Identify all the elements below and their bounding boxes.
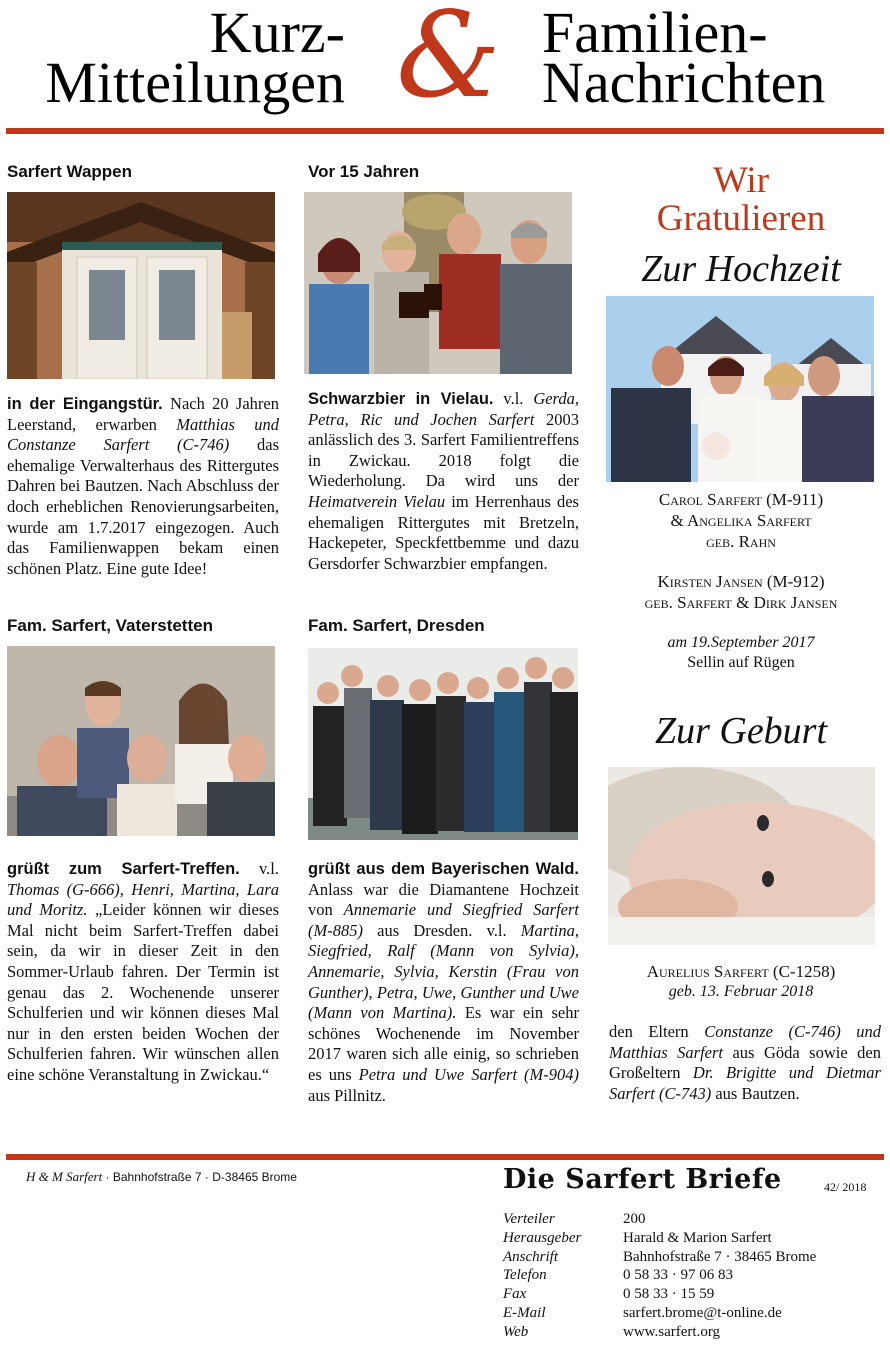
photo-family-vaterstetten xyxy=(7,646,275,836)
italic-names: Martina, Siegfried, Ralf (Mann von Sylvia), Annemarie, Sylvia, Kerstin (Frau von Gunther), Petra, Uwe, Gunther und Uwe (Mann von Martina). xyxy=(308,920,579,1023)
italic-names: Dr. Brigitte und Dietmar Sarfert (C-743) xyxy=(609,1063,881,1103)
imprint-row xyxy=(503,1285,883,1304)
top-rule xyxy=(6,128,884,134)
heading-sarfert-wappen: Sarfert Wappen xyxy=(7,162,133,181)
imprint-value: 200 xyxy=(623,1211,646,1227)
wedding-date: am 19.September 2017 xyxy=(667,634,815,651)
text-run: aus Dresden. v.l. xyxy=(362,920,521,940)
text-baby-parents xyxy=(609,1022,881,1104)
italic-names: Matthias und Constanze Sarfert (C-746) xyxy=(7,414,279,455)
text-run: v.l. xyxy=(239,859,280,878)
imprint-key: Anschrift xyxy=(503,1248,558,1265)
heading-vor-15-jahren: Vor 15 Jahren xyxy=(308,162,420,181)
italic-names: Heimatverein Vielau xyxy=(308,491,446,511)
name-angelika: & Angelika Sarfert xyxy=(670,511,812,530)
italic-names: Annemarie und Siegfried Sarfert (M-885) xyxy=(308,900,579,940)
wir-label: Wir xyxy=(712,160,770,201)
text-run: v.l. xyxy=(493,389,534,408)
name-dirk: geb. Sarfert & Dirk Jansen xyxy=(644,593,838,612)
photo-wedding xyxy=(606,296,874,482)
text-schwarzbier xyxy=(308,389,579,574)
imprint-value: 0 58 33 · 15 59 xyxy=(623,1286,715,1303)
italic-names: Constanze (C-746) und Matthias Sarfert xyxy=(609,1022,882,1062)
imprint-key: Web xyxy=(503,1323,529,1340)
text-run: aus Bautzen. xyxy=(711,1083,800,1103)
footer-sender xyxy=(26,1169,297,1185)
text-run: Anlass war die Diamantene Hochzeit von xyxy=(308,879,579,920)
rich-text xyxy=(308,859,579,1105)
imprint-row xyxy=(503,1210,883,1229)
wedding-couple-2 xyxy=(598,571,884,613)
imprint-row xyxy=(503,1248,883,1267)
wir-gratulieren xyxy=(606,162,876,238)
imprint-key: Verteiler xyxy=(503,1211,555,1227)
baby-name: Aurelius Sarfert (C-1258) xyxy=(646,962,836,981)
text-run: Es war ein sehr schönes Wochenende im November 2017 waren sich alle einig, so schrieben es uns xyxy=(308,1003,579,1084)
imprint-row xyxy=(503,1229,883,1248)
footer-imprint xyxy=(503,1210,883,1342)
heading-zur-hochzeit: Zur Hochzeit xyxy=(641,248,841,290)
text-vaterstetten xyxy=(7,859,279,1086)
masthead-nachrichten: Nachrichten xyxy=(542,50,826,115)
text-run: im Herrenhaus des ehemaligen Rittergutes mit Bretzeln, Hackepeter, Speckfettbemme und dazu Gersdorfer Schwarzbier empfangen. xyxy=(308,491,579,573)
italic-names: Petra und Uwe Sarfert (M-904) xyxy=(358,1064,579,1084)
sender-name: H & M Sarfert xyxy=(26,1169,103,1184)
bold-lead: Schwarzbier in Vielau. xyxy=(308,390,494,408)
rich-text xyxy=(609,1022,881,1103)
imprint-value[interactable]: sarfert.brome@t-online.de xyxy=(623,1304,782,1321)
bold-lead: grüßt zum Sarfert-Treffen. xyxy=(7,860,240,878)
imprint-key: Fax xyxy=(503,1286,527,1303)
text-run: aus Pillnitz. xyxy=(308,1085,386,1105)
footer-brand: Die Sarfert Briefe xyxy=(503,1164,782,1195)
text-dresden xyxy=(308,859,579,1106)
heading-vaterstetten: Fam. Sarfert, Vaterstetten xyxy=(7,616,213,635)
masthead-familien: Familien- xyxy=(542,0,768,65)
text-run: das ehemalige Verwalterhaus des Rittergutes Dahren bei Bautzen. Nach Abschluss der doch erheblichen Renovierungsarbeiten, wurde am 1.7.2017 eingezogen. Auch das Familienwappen bekam einen schönen Platz. Eine gute Idee! xyxy=(7,435,279,578)
name-geb-rahn: geb. Rahn xyxy=(706,532,776,551)
wedding-date-place xyxy=(606,633,876,673)
gratulieren-label: Gratulieren xyxy=(656,198,826,239)
baby-birthdate: geb. 13. Februar 2018 xyxy=(668,983,814,1000)
heading-zur-geburt: Zur Geburt xyxy=(654,710,828,752)
heading-dresden: Fam. Sarfert, Dresden xyxy=(308,616,485,635)
ampersand: & xyxy=(396,0,502,124)
masthead-mitteilungen: Mitteilungen xyxy=(45,50,345,115)
imprint-key: Herausgeber xyxy=(503,1229,582,1246)
text-run: „Leider können wir dieses Mal nicht beim Sarfert-Treffen dabei sein, da wir in dieser Zeit in den Sommer-Urlaub fahren. Der Termin ist genau das 2. Wochenende unserer Schulferien und wir können dieses Mal nur in den ersten beiden Wochen der Schulferien fahren. Wir wünschen allen eine schöne Veranstaltung in Zwickau.“ xyxy=(7,900,279,1084)
imprint-row xyxy=(503,1304,883,1323)
imprint-row xyxy=(503,1266,883,1285)
rich-text xyxy=(308,389,579,573)
name-carol: Carol Sarfert (M-911) xyxy=(658,490,824,509)
text-run: den Eltern xyxy=(609,1022,705,1041)
italic-names: Gerda, Petra, Ric und Jochen Sarfert xyxy=(308,389,579,429)
rich-text xyxy=(7,394,279,578)
italic-names: Thomas (G-666), Henri, Martina, Lara und Moritz. xyxy=(7,879,279,920)
footer-issue: 42/ 2018 xyxy=(824,1180,867,1194)
text-wappen xyxy=(7,394,279,579)
photo-family-dresden xyxy=(308,648,578,840)
imprint-key: E-Mail xyxy=(503,1304,546,1321)
rich-text xyxy=(7,859,279,1084)
bold-lead: grüßt aus dem Bayerischen Wald. xyxy=(308,860,579,878)
sender-address: · Bahnhofstraße 7 · D-38465 Brome xyxy=(102,1170,297,1184)
imprint-value: 0 58 33 · 97 06 83 xyxy=(623,1267,733,1284)
imprint-value[interactable]: www.sarfert.org xyxy=(623,1323,721,1340)
wedding-couple-1 xyxy=(606,489,876,552)
photo-entrance-door xyxy=(7,192,275,379)
masthead-right xyxy=(542,0,887,115)
wedding-place: Sellin auf Rügen xyxy=(687,654,795,671)
text-run: Nach 20 Jahren Leerstand, erwarben xyxy=(7,394,279,434)
imprint-value: Harald & Marion Sarfert xyxy=(623,1229,772,1246)
bottom-rule xyxy=(6,1154,884,1160)
masthead-kurz: Kurz- xyxy=(209,0,345,65)
imprint-key: Telefon xyxy=(503,1267,547,1284)
bold-lead: in der Eingangstür. xyxy=(7,395,163,413)
imprint-value: Bahnhofstraße 7 · 38465 Brome xyxy=(623,1248,817,1265)
text-run: 2003 anlässlich des 3. Sarfert Familientreffens in Zwickau. 2018 folgt die Wiederholung. Da wird uns der xyxy=(308,409,580,491)
imprint-row xyxy=(503,1323,883,1342)
photo-baby xyxy=(608,767,875,945)
name-kirsten: Kirsten Jansen (M-912) xyxy=(657,572,825,591)
photo-schwarzbier xyxy=(304,192,572,374)
text-run: aus Göda sowie den Großeltern xyxy=(609,1042,881,1083)
masthead-left xyxy=(0,0,345,115)
